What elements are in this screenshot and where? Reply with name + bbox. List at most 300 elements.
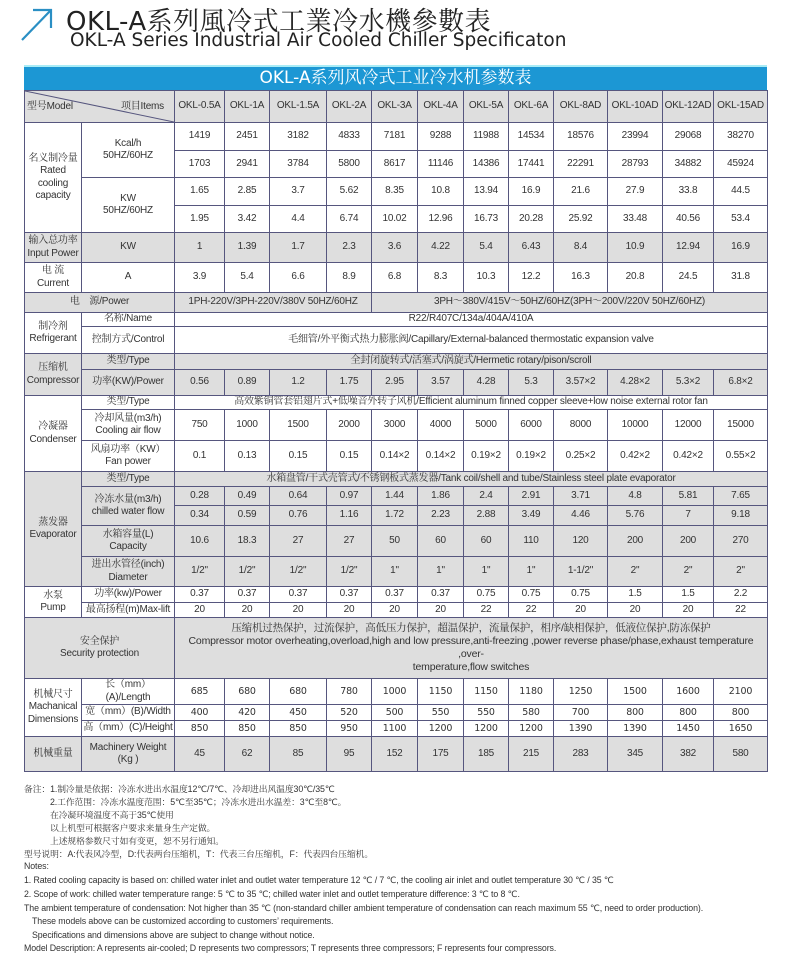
table-row (25, 327, 768, 354)
value-cell: 800 (663, 705, 714, 721)
value-cell: 0.1 (175, 441, 225, 472)
value-cell: 0.75 (554, 587, 608, 603)
value-cell: 1-1/2" (554, 557, 608, 587)
value-cell: 680 (270, 679, 327, 705)
value-cell: 1500 (270, 410, 327, 441)
value-cell: 0.89 (225, 370, 270, 396)
row-label: 功率(kw)/Power (82, 587, 175, 603)
page-subtitle: OKL-A Series Industrial Air Cooled Chiller Specificaton (70, 30, 567, 51)
value-cell: 2100 (714, 679, 768, 705)
value-cell: 6.43 (509, 233, 554, 263)
header-row (25, 91, 768, 123)
value-cell: 1.5 (663, 587, 714, 603)
model-header: OKL-15AD (714, 91, 768, 123)
value-cell: 1390 (608, 721, 663, 737)
value-cell: 0.37 (175, 587, 225, 603)
table-row (25, 123, 768, 151)
value-cell: 8.35 (372, 178, 418, 206)
value-cell: 85 (270, 737, 327, 772)
value-cell: 345 (608, 737, 663, 772)
value-cell: 3784 (270, 151, 327, 178)
value-cell: 27 (327, 526, 372, 557)
value-cell: 3.57×2 (554, 370, 608, 396)
value-cell: 1/2" (225, 557, 270, 587)
value-cell: 20 (663, 603, 714, 618)
row-label: 宽（mm）(B)/Width (82, 705, 175, 721)
model-header: OKL-12AD (663, 91, 714, 123)
row-label: 类型/Type (82, 472, 175, 487)
value-cell: 22 (509, 603, 554, 618)
value-cell: 1" (418, 557, 464, 587)
value-cell: 13.94 (464, 178, 509, 206)
value-cell: 1" (509, 557, 554, 587)
value-cell: 7181 (372, 123, 418, 151)
value-cell: 16.9 (509, 178, 554, 206)
row-label: 冷却风量(m3/h) Cooling air flow (82, 410, 175, 441)
value-cell: 10000 (608, 410, 663, 441)
page-title: OKL-A系列風冷式工業冷水機參數表 (66, 7, 492, 37)
value-cell: 11988 (464, 123, 509, 151)
model-header: OKL-10AD (608, 91, 663, 123)
value-cell: 4.8 (608, 487, 663, 506)
value-cell: 0.49 (225, 487, 270, 506)
value-cell: 5800 (327, 151, 372, 178)
table-row (25, 263, 768, 293)
value-cell: 2000 (327, 410, 372, 441)
value-cell: 2.2 (714, 587, 768, 603)
spanned-value-cell: 高效紫铜管套铝翅片式+低噪音外转子风机/Efficient aluminum finned copper sleeve+low noise external rotor fan (175, 396, 768, 410)
value-cell: 1703 (175, 151, 225, 178)
table-row (25, 587, 768, 603)
group-label: 电 流 Current (25, 263, 82, 293)
value-cell: 152 (372, 737, 418, 772)
note-cn-line: 上述规格参数尺寸如有变更，恕不另行通知。 (50, 836, 224, 846)
value-cell: 0.64 (270, 487, 327, 506)
value-cell: 1100 (372, 721, 418, 737)
value-cell: 110 (509, 526, 554, 557)
value-cell: 10.9 (608, 233, 663, 263)
value-cell: 20 (327, 603, 372, 618)
table-title: OKL-A系列风冷式工业冷水机参数表 (24, 65, 767, 90)
value-cell: 550 (464, 705, 509, 721)
table-row (25, 178, 768, 206)
value-cell: 50 (372, 526, 418, 557)
note-en-line: These models above can be customized according to customers’ requirements. (32, 916, 334, 926)
value-cell: 0.15 (270, 441, 327, 472)
value-cell: 0.37 (225, 587, 270, 603)
value-cell: 60 (464, 526, 509, 557)
value-cell: 5.62 (327, 178, 372, 206)
value-cell: 0.37 (372, 587, 418, 603)
value-cell: 1.86 (418, 487, 464, 506)
value-cell: 20.8 (608, 263, 663, 293)
note-cn-line: 以上机型可根据客户要求来量身生产定做。 (50, 823, 216, 833)
value-cell: 1600 (663, 679, 714, 705)
arrow-up-right-icon (20, 6, 54, 42)
table-row (25, 557, 768, 587)
value-cell: 60 (418, 526, 464, 557)
value-cell: 850 (175, 721, 225, 737)
model-header: OKL-8AD (554, 91, 608, 123)
value-cell: 34882 (663, 151, 714, 178)
row-label: KW (82, 233, 175, 263)
value-cell: 1419 (175, 123, 225, 151)
value-cell: 20 (372, 603, 418, 618)
value-cell: 2" (663, 557, 714, 587)
value-cell: 1.44 (372, 487, 418, 506)
value-cell: 9288 (418, 123, 464, 151)
value-cell: 1.16 (327, 506, 372, 526)
value-cell: 10.02 (372, 206, 418, 233)
value-cell: 3.6 (372, 233, 418, 263)
value-cell: 27.9 (608, 178, 663, 206)
value-cell: 7 (663, 506, 714, 526)
value-cell: 520 (327, 705, 372, 721)
value-cell: 11146 (418, 151, 464, 178)
value-cell: 0.19×2 (509, 441, 554, 472)
spanned-value-cell: 3PH～380V/415V～50HZ/60HZ(3PH～200V/220V 50HZ/60HZ) (372, 293, 768, 313)
note-en-line: The ambient temperature of condensation: Not higher than 35 ℃ (non-standard chiller ambient temperature of condensation can reach maximum 55 ℃, need to order production). (24, 903, 704, 913)
value-cell: 5.81 (663, 487, 714, 506)
value-cell: 3.57 (418, 370, 464, 396)
value-cell: 95 (327, 737, 372, 772)
value-cell: 780 (327, 679, 372, 705)
value-cell: 1/2" (270, 557, 327, 587)
value-cell: 0.37 (418, 587, 464, 603)
value-cell: 5.4 (464, 233, 509, 263)
value-cell: 15000 (714, 410, 768, 441)
value-cell: 2.95 (372, 370, 418, 396)
value-cell: 1250 (554, 679, 608, 705)
value-cell: 23994 (608, 123, 663, 151)
group-label: 机械重量 (25, 737, 82, 772)
value-cell: 2.3 (327, 233, 372, 263)
group-label: 安全保护 Security protection (25, 618, 175, 679)
value-cell: 45 (175, 737, 225, 772)
value-cell: 1" (464, 557, 509, 587)
value-cell: 680 (225, 679, 270, 705)
group-label: 名义制冷量 Rated cooling capacity (25, 123, 82, 233)
value-cell: 3.42 (225, 206, 270, 233)
spec-table (24, 90, 768, 772)
value-cell: 12000 (663, 410, 714, 441)
value-cell: 0.42×2 (663, 441, 714, 472)
table-row (25, 737, 768, 772)
value-cell: 3182 (270, 123, 327, 151)
value-cell: 0.59 (225, 506, 270, 526)
row-label: 风扇功率（KW） Fan power (82, 441, 175, 472)
value-cell: 580 (509, 705, 554, 721)
value-cell: 5.3×2 (663, 370, 714, 396)
value-cell: 8.4 (554, 233, 608, 263)
value-cell: 0.25×2 (554, 441, 608, 472)
table-row (25, 354, 768, 370)
value-cell: 200 (663, 526, 714, 557)
value-cell: 53.4 (714, 206, 768, 233)
value-cell: 450 (270, 705, 327, 721)
note-cn-line: 在冷凝环境温度不高于35℃使用 (50, 810, 174, 820)
value-cell: 1.65 (175, 178, 225, 206)
value-cell: 1.39 (225, 233, 270, 263)
note-en-line: Model Description: A represents air-cooled; D represents two compressors; T represents three compressors; F represents four compressors. (24, 943, 557, 953)
value-cell: 8.3 (418, 263, 464, 293)
model-header: OKL-5A (464, 91, 509, 123)
value-cell: 0.28 (175, 487, 225, 506)
value-cell: 1650 (714, 721, 768, 737)
value-cell: 1/2" (327, 557, 372, 587)
value-cell: 0.19×2 (464, 441, 509, 472)
spanned-value-cell: R22/R407C/134a/404A/410A (175, 313, 768, 327)
value-cell: 0.14×2 (372, 441, 418, 472)
value-cell: 8617 (372, 151, 418, 178)
spanned-value-cell: 压缩机过热保护，过流保护，高低压力保护，超温保护，流量保护，相序/缺相保护，低液位保护,防冻保护 Compressor motor overheating,overload,high and low pressure,anti-freezing ,power reverse phase/phase,exhaust temperature ,over- temperature,flow switches (175, 618, 768, 679)
value-cell: 16.3 (554, 263, 608, 293)
row-label: 类型/Type (82, 354, 175, 370)
model-header: OKL-4A (418, 91, 464, 123)
value-cell: 33.8 (663, 178, 714, 206)
value-cell: 1200 (418, 721, 464, 737)
value-cell: 1" (372, 557, 418, 587)
row-label: 最高扬程(m)Max-lift (82, 603, 175, 618)
value-cell: 283 (554, 737, 608, 772)
model-header: OKL-3A (372, 91, 418, 123)
table-row (25, 233, 768, 263)
value-cell: 0.76 (270, 506, 327, 526)
row-label: 功率(KW)/Power (82, 370, 175, 396)
value-cell: 1150 (464, 679, 509, 705)
value-cell: 8000 (554, 410, 608, 441)
value-cell: 3.9 (175, 263, 225, 293)
table-row (25, 603, 768, 618)
table-row (25, 487, 768, 506)
value-cell: 4.28×2 (608, 370, 663, 396)
value-cell: 4.4 (270, 206, 327, 233)
value-cell: 17441 (509, 151, 554, 178)
value-cell: 1.75 (327, 370, 372, 396)
value-cell: 2.88 (464, 506, 509, 526)
value-cell: 1500 (608, 679, 663, 705)
group-label: 输入总功率 Input Power (25, 233, 82, 263)
row-label: 类型/Type (82, 396, 175, 410)
spanned-value-cell: 1PH-220V/3PH-220V/380V 50HZ/60HZ (175, 293, 372, 313)
value-cell: 2451 (225, 123, 270, 151)
value-cell: 3000 (372, 410, 418, 441)
group-label: 冷凝器 Condenser (25, 396, 82, 472)
model-header: OKL-0.5A (175, 91, 225, 123)
value-cell: 5000 (464, 410, 509, 441)
value-cell: 0.75 (464, 587, 509, 603)
value-cell: 12.2 (509, 263, 554, 293)
value-cell: 40.56 (663, 206, 714, 233)
value-cell: 1.5 (608, 587, 663, 603)
spanned-value-cell: 全封闭旋转式/活塞式/涡旋式/Hermetic rotary/pison/scroll (175, 354, 768, 370)
value-cell: 400 (175, 705, 225, 721)
value-cell: 2.23 (418, 506, 464, 526)
table-row (25, 472, 768, 487)
header-items-label: 项目Items (120, 101, 164, 112)
row-label: 冷冻水量(m3/h) chilled water flow (82, 487, 175, 526)
value-cell: 1000 (372, 679, 418, 705)
value-cell: 850 (225, 721, 270, 737)
value-cell: 4.22 (418, 233, 464, 263)
table-row (25, 313, 768, 327)
table-row (25, 293, 768, 313)
value-cell: 22 (714, 603, 768, 618)
row-label: 名称/Name (82, 313, 175, 327)
note-cn-line: 2.工作范围：冷冻水温度范围：5℃至35℃；冷冻水进出水温差：3℃至8℃。 (50, 797, 347, 807)
value-cell: 7.65 (714, 487, 768, 506)
value-cell: 9.18 (714, 506, 768, 526)
value-cell: 0.37 (327, 587, 372, 603)
value-cell: 0.97 (327, 487, 372, 506)
table-row (25, 705, 768, 721)
value-cell: 2941 (225, 151, 270, 178)
value-cell: 1450 (663, 721, 714, 737)
value-cell: 2.85 (225, 178, 270, 206)
group-label: 压缩机 Compressor (25, 354, 82, 396)
value-cell: 0.56 (175, 370, 225, 396)
value-cell: 29068 (663, 123, 714, 151)
value-cell: 45924 (714, 151, 768, 178)
value-cell: 0.15 (327, 441, 372, 472)
value-cell: 6.8×2 (714, 370, 768, 396)
value-cell: 1000 (225, 410, 270, 441)
group-label: 制冷剂 Refrigerant (25, 313, 82, 354)
value-cell: 850 (270, 721, 327, 737)
row-label: A (82, 263, 175, 293)
value-cell: 10.8 (418, 178, 464, 206)
value-cell: 24.5 (663, 263, 714, 293)
value-cell: 2" (714, 557, 768, 587)
table-row (25, 370, 768, 396)
header-model-label: 型号Model (27, 101, 73, 112)
value-cell: 20.28 (509, 206, 554, 233)
table-row (25, 441, 768, 472)
value-cell: 175 (418, 737, 464, 772)
row-label: 高（mm）(C)/Height (82, 721, 175, 737)
value-cell: 12.96 (418, 206, 464, 233)
value-cell: 3.7 (270, 178, 327, 206)
value-cell: 28793 (608, 151, 663, 178)
value-cell: 0.34 (175, 506, 225, 526)
value-cell: 1180 (509, 679, 554, 705)
group-label: 机械尺寸 Machanical Dimensions (25, 679, 82, 737)
value-cell: 800 (608, 705, 663, 721)
value-cell: 44.5 (714, 178, 768, 206)
value-cell: 16.9 (714, 233, 768, 263)
value-cell: 1.95 (175, 206, 225, 233)
group-label: 蒸发器 Evaporator (25, 472, 82, 587)
value-cell: 1 (175, 233, 225, 263)
note-en-line: 2. Scope of work: chilled water temperature range: 5 ℃ to 35 ℃; chilled water inlet and outlet temperature difference: 3 ℃ to 8 ℃. (24, 889, 520, 899)
value-cell: 800 (714, 705, 768, 721)
value-cell: 700 (554, 705, 608, 721)
value-cell: 270 (714, 526, 768, 557)
spanned-value-cell: 毛细管/外平衡式热力膨胀阀/Capillary/External-balanced thermostatic expansion valve (175, 327, 768, 354)
value-cell: 185 (464, 737, 509, 772)
value-cell: 6.74 (327, 206, 372, 233)
table-row (25, 618, 768, 679)
model-header: OKL-6A (509, 91, 554, 123)
value-cell: 31.8 (714, 263, 768, 293)
value-cell: 950 (327, 721, 372, 737)
value-cell: 5.4 (225, 263, 270, 293)
value-cell: 18576 (554, 123, 608, 151)
value-cell: 6.8 (372, 263, 418, 293)
value-cell: 4.46 (554, 506, 608, 526)
table-row (25, 526, 768, 557)
value-cell: 6.6 (270, 263, 327, 293)
table-row (25, 410, 768, 441)
table-row (25, 396, 768, 410)
note-cn-line: 备注：1.制冷量是依据：冷冻水进出水温度12℃/7℃、冷却进出风温度30℃/35℃ (24, 784, 335, 794)
value-cell: 0.42×2 (608, 441, 663, 472)
value-cell: 22 (464, 603, 509, 618)
row-label: KW 50HZ/60HZ (82, 178, 175, 233)
row-label: Machinery Weight (Kg ) (82, 737, 175, 772)
note-en-line: Notes: (24, 861, 49, 871)
value-cell: 38270 (714, 123, 768, 151)
value-cell: 20 (175, 603, 225, 618)
value-cell: 1/2" (175, 557, 225, 587)
value-cell: 420 (225, 705, 270, 721)
model-header: OKL-1.5A (270, 91, 327, 123)
row-label: 进出水管径(inch) Diameter (82, 557, 175, 587)
value-cell: 2" (608, 557, 663, 587)
note-en-line: 1. Rated cooling capacity is based on: chilled water inlet and outlet water temperature 12 ℃ / 7 ℃, the cooling air inlet and outlet temperature 30 ℃ / 35 ℃ (24, 875, 614, 885)
value-cell: 22291 (554, 151, 608, 178)
value-cell: 18.3 (225, 526, 270, 557)
value-cell: 20 (418, 603, 464, 618)
value-cell: 382 (663, 737, 714, 772)
value-cell: 120 (554, 526, 608, 557)
value-cell: 33.48 (608, 206, 663, 233)
value-cell: 4000 (418, 410, 464, 441)
value-cell: 6000 (509, 410, 554, 441)
value-cell: 16.73 (464, 206, 509, 233)
value-cell: 500 (372, 705, 418, 721)
row-label: 长（mm）(A)/Length (82, 679, 175, 705)
value-cell: 10.6 (175, 526, 225, 557)
value-cell: 200 (608, 526, 663, 557)
header-corner-cell (25, 91, 175, 123)
row-label: 水箱容量(L) Capacity (82, 526, 175, 557)
spanned-value-cell: 水箱盘管/干式壳管式/不锈钢板式蒸发器/Tank coil/shell and tube/Stainless steel plate evaporator (175, 472, 768, 487)
value-cell: 20 (270, 603, 327, 618)
row-label: Kcal/h 50HZ/60HZ (82, 123, 175, 178)
value-cell: 20 (554, 603, 608, 618)
value-cell: 62 (225, 737, 270, 772)
value-cell: 0.13 (225, 441, 270, 472)
value-cell: 685 (175, 679, 225, 705)
model-header: OKL-1A (225, 91, 270, 123)
value-cell: 550 (418, 705, 464, 721)
value-cell: 12.94 (663, 233, 714, 263)
model-header: OKL-2A (327, 91, 372, 123)
value-cell: 20 (225, 603, 270, 618)
value-cell: 1.2 (270, 370, 327, 396)
group-label: 水泵 Pump (25, 587, 82, 618)
value-cell: 0.75 (509, 587, 554, 603)
value-cell: 14534 (509, 123, 554, 151)
value-cell: 3.71 (554, 487, 608, 506)
value-cell: 0.55×2 (714, 441, 768, 472)
value-cell: 580 (714, 737, 768, 772)
value-cell: 1150 (418, 679, 464, 705)
note-cn-line: 型号说明：A:代表风冷型，D:代表两台压缩机，T：代表三台压缩机，F：代表四台压缩机。 (24, 849, 374, 859)
value-cell: 5.3 (509, 370, 554, 396)
value-cell: 14386 (464, 151, 509, 178)
